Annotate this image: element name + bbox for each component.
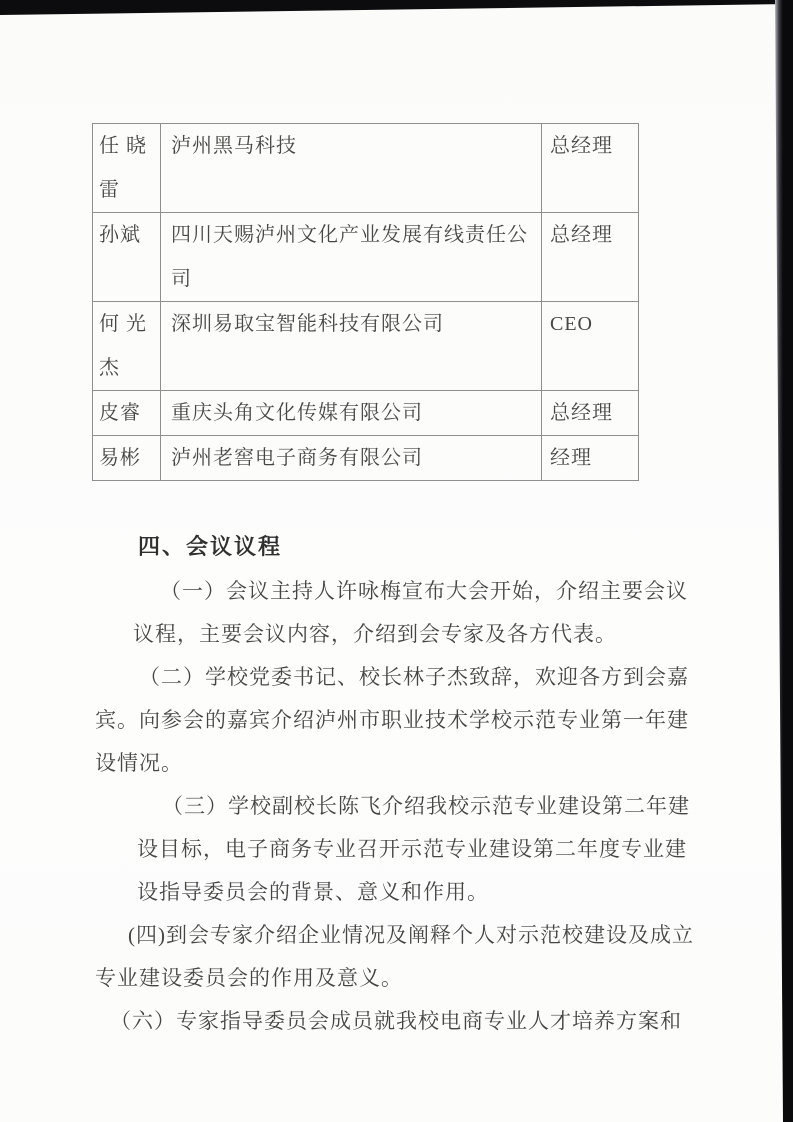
member-company: 深圳易取宝智能科技有限公司 — [161, 302, 542, 391]
member-name: 任 晓 雷 — [93, 124, 161, 213]
agenda-item-3: （三）学校副校长陈飞介绍我校示范专业建设第二年建设目标，电子商务专业召开示范专业建设第二年度专业建设指导委员会的背景、意义和作用。 — [137, 794, 690, 904]
member-name: 何 光 杰 — [93, 302, 161, 391]
member-title: 总经理 — [542, 391, 639, 436]
table-row — [93, 391, 639, 436]
member-company: 四川天赐泸州文化产业发展有线责任公司 — [161, 213, 542, 302]
table-row — [93, 436, 639, 481]
member-name: 皮睿 — [93, 391, 161, 436]
member-title: CEO — [542, 302, 639, 391]
agenda-item-4: (四)到会专家介绍企业情况及阐释个人对示范校建设及成立专业建设委员会的作用及意义。 — [95, 923, 694, 990]
member-company: 重庆头角文化传媒有限公司 — [161, 391, 542, 436]
agenda-item-1: （一）会议主持人许咏梅宣布大会开始，介绍主要会议议程，主要会议内容，介绍到会专家及各方代表。 — [133, 579, 688, 646]
member-company: 泸州黑马科技 — [161, 124, 542, 213]
scan-edge-top — [0, 0, 793, 15]
table-row — [93, 302, 639, 391]
scan-edge-right — [775, 0, 793, 1122]
agenda-section — [95, 524, 706, 1043]
table-row — [93, 124, 639, 213]
agenda-item-2: （二）学校党委书记、校长林子杰致辞，欢迎各方到会嘉宾。向参会的嘉宾介绍泸州市职业技术学校示范专业第一年建设情况。 — [95, 665, 689, 775]
agenda-heading: 四、会议议程 — [138, 534, 283, 559]
committee-members-table — [92, 123, 639, 481]
member-title: 总经理 — [542, 213, 639, 302]
agenda-item-6: （六）专家指导委员会成员就我校电商专业人才培养方案和 — [110, 1009, 682, 1033]
member-title: 总经理 — [542, 124, 639, 213]
member-title: 经理 — [542, 436, 639, 481]
member-company: 泸州老窖电子商务有限公司 — [161, 436, 542, 481]
member-name: 易彬 — [93, 436, 161, 481]
table-row — [93, 213, 639, 302]
member-name: 孙斌 — [93, 213, 161, 302]
